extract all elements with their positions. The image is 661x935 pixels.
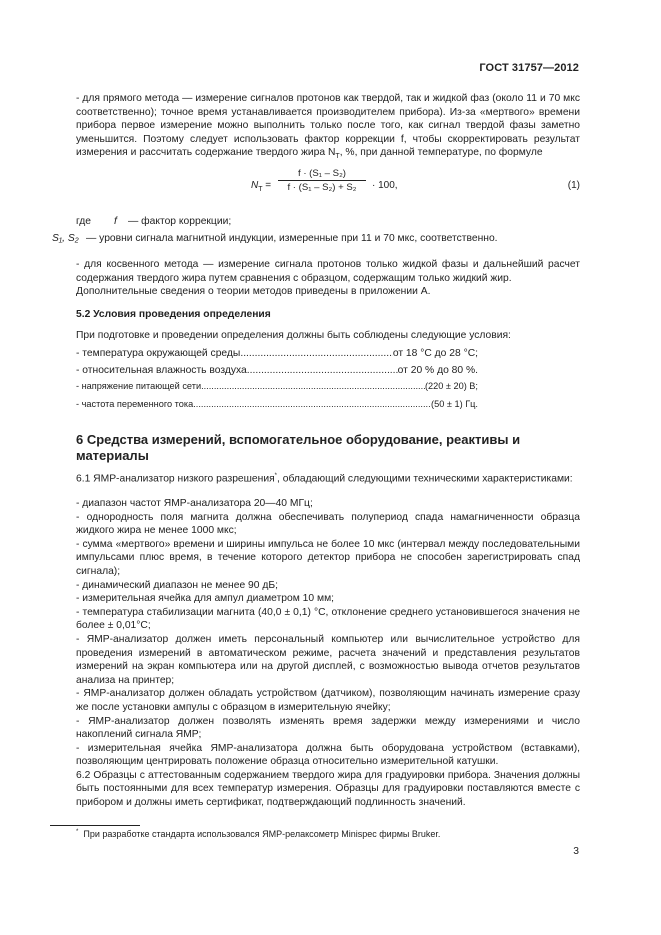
section-6-2-paragraph: 6.2 Образцы с аттестованным содержанием твердого жира для градуировки прибора. Значения должны быть постоянными для всех температур измерения. Образцы для градуировки поставляются вместе с прибором и должны иметь сертификат, подтверждающий подлинность значений. (76, 769, 580, 809)
list-item: - измерительная ячейка для ампул диаметром 10 мм; (76, 593, 335, 605)
list-item: - сумма «мертвого» времени и ширины импульса не более 10 мкс (интервал между последовательными импульсами плюс время, в течение которого детектор прибора не способен зарегистрировать спад сигнала); (76, 538, 580, 577)
appendix-reference: Дополнительные сведения о теории методов приведены в приложении А. (76, 286, 431, 297)
legend-s-symbol: S₁, S₂ (52, 233, 79, 244)
formula-denominator: f · (S₁ – S₂) + S₂ (287, 182, 357, 193)
legend-f-symbol: f (114, 216, 117, 227)
footnote-divider (50, 825, 140, 826)
footnote-text: При разработке стандарта использовался ЯМР-релаксометр Minispec фирмы Bruker. (83, 829, 441, 839)
list-item: - ЯМР-анализатор должен иметь персональный компьютер или вычислительное устройство для проведения измерений в автоматическом режиме, расчета значений и представления результатов измерений на экран компьютера или на другой дисплей, с возможностью вывода отчетов результатов анализа на принтер; (76, 633, 580, 686)
legend-where-word: где (76, 216, 92, 227)
formula-number: (1) (567, 180, 580, 191)
direct-method-paragraph (76, 92, 580, 164)
condition-frequency: - частота переменного тока ..... (50 ± 1) Гц. (76, 399, 478, 409)
direct-method-tail: , %, при данной температуре, по формуле (339, 147, 543, 159)
list-item: - динамический диапазон не менее 90 дБ; (76, 579, 278, 591)
list-item: - температура стабилизации магнита (40,0 ± 0,1) °С, отклонение среднего установившегося значения не более ± 0,01°С; (76, 606, 580, 632)
formula-tail: · 100, (372, 180, 398, 191)
list-item: - измерительная ячейка ЯМР-анализатора должна быть оборудована устройством (вставками), позволяющим центрировать положение образца относительно измерительной катушки. (76, 742, 580, 768)
page-number: 3 (573, 846, 579, 857)
direct-method-text: - для прямого метода — измерение сигналов протонов как твердой, так и жидкой фаз (около 11 и 70 мкс соответственно); точное время устанавливается производителем прибора). Из-за «мертвого» времени прибора первое измерение можно выполнить только после того, как сигнал твердой фазы заметно уменьшится. Поэтому следует использовать фактор коррекции f, чтобы скорректировать результат измерения и рассчитать содержание твердого жира N (76, 93, 580, 159)
legend-f-desc: — фактор коррекции; (128, 216, 232, 227)
indirect-method-paragraph: - для косвенного метода — измерение сигнала протонов только жидкой фазы и дальнейший расчет содержания твердого жира путем сравнения с образцом, содержащим только жидкий жир. (76, 259, 580, 284)
footnote (76, 829, 440, 839)
nt-subscript: T (335, 153, 340, 161)
list-item: - диапазон частот ЯМР-анализатора 20—40 МГц; (76, 498, 313, 509)
formula-1 (76, 168, 580, 208)
standard-header: ГОСТ 31757—2012 (479, 62, 579, 74)
formula-fraction (278, 168, 366, 193)
list-item: - ЯМР-анализатор должен позволять изменять время задержки между измерениями и число накоплений сигнала ЯМР; (76, 715, 580, 741)
legend-row-s (52, 233, 580, 250)
formula-lhs: $N_T$ = (251, 180, 272, 193)
legend-s-desc: — уровни сигнала магнитной индукции, измеренные при 11 и 70 мкс, соответственно. (86, 233, 498, 244)
section-5-2-lead: При подготовке и проведении определения должны быть соблюдены следующие условия: (76, 330, 511, 341)
footnote-mark: * (274, 473, 278, 479)
formula-legend (52, 216, 580, 250)
list-item: - ЯМР-анализатор должен обладать устройством (датчиком), позволяющим начинать измерение сразу же после установки ампулы с образцом в измерительную ячейку; (76, 688, 580, 713)
legend-row-f (76, 216, 580, 233)
condition-temperature: - температура окружающей среды ..... от 18 °С до 28 °С; (76, 348, 478, 359)
analyzer-requirements-list (76, 497, 580, 810)
section-6-1-paragraph: 6.1 ЯМР-анализатор низкого разрешения*, обладающий следующими техническими характеристиками: (76, 473, 573, 485)
condition-humidity: - относительная влажность воздуха ..... от 20 % до 80 %. (76, 365, 478, 376)
footnote-mark: * (76, 829, 79, 835)
formula-numerator: f · (S₁ – S₂) (278, 168, 366, 181)
section-5-2-title: 5.2 Условия проведения определения (76, 309, 271, 320)
section-6-title: 6 Средства измерений, вспомогательное оборудование, реактивы и материалы (76, 432, 521, 463)
list-item: - однородность поля магнита должна обеспечивать полупериод спада намагниченности образца жидкого жира не менее 1000 мкс; (76, 511, 580, 537)
condition-voltage: - напряжение питающей сети ..... (220 ± 20) В; (76, 381, 478, 391)
